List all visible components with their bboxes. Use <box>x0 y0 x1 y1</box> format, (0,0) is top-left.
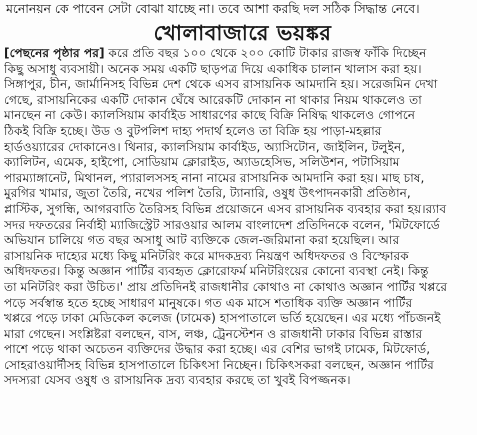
body-line: পড়ে সর্বস্বান্ত হতে হচ্ছে সাধারণ মানুষকে। গত এক মাসে শতাধিক ব্যক্তি অজ্ঞান পার্টির <box>4 295 413 310</box>
body-line: ক্যালিটন, এমেক, হাইপো, সোডিয়াম ক্লোরাইড, অ্যাডহেসিভ, সলিউশন, পটাসিয়াম <box>4 155 400 170</box>
body-line: কিছু অসাধু ব্যবসায়ী। অনেক সময় একটি ছাড়পত্র দিয়ে একাধিক চালান খালাস করা হয়। <box>4 61 422 76</box>
body-line: অধিদফতর। কিন্তু অজ্ঞান পার্টির ব্যবহৃত ক্লোরোফর্ম মনিটরিংয়ের কোনো ব্যবস্থা নেই। কিন্তু <box>4 264 429 279</box>
body-line: গেছে, রাসায়নিকের একটি দোকান ঘেঁষে আরেকটি দোকান না থাকার নিয়ম থাকলেও তা <box>4 92 422 107</box>
body-line: সদর দফতরের নির্বাহী ম্যাজিস্ট্রেট সারওয়ার আলম বাংলাদেশ প্রতিদিনকে বলেন, 'মিটফোর্ডে <box>4 217 440 232</box>
body-line: পাশে পড়ে থাকা অচেতন ব্যক্তিদের উদ্ধার করা হচ্ছে। এর বেশির ভাগই ঢামেক, মিটফোর্ড, <box>4 342 431 357</box>
body-line: তা মনিটরিং করা উচিত।' প্রায় প্রতিদিনই রাজধানীর কোথাও না কোথাও অজ্ঞান পার্টির খপ্পরে <box>4 279 448 294</box>
body-line: সিঙ্গাপুর, চীন, জার্মানিসহ বিভিন্ন দেশ থেকে এসব রাসায়নিক আমদানি হয়। সরেজমিন দেখা <box>4 77 438 92</box>
body-line: খপ্পরে পড়ে ঢাকা মেডিকেল কলেজ (ঢামেক) হাসপাতালে ভর্তি হয়েছেন। এর মধ্যে পাঁচজনই <box>4 311 441 326</box>
body-line: প্লাস্টিক, সুগন্ধি, আগরবাতি তৈরিসহ বিভিন্ন প্রয়োজনে এসব রাসায়নিক ব্যবহার করা হয়।র‍্যাব <box>4 201 447 216</box>
headline: খোলাবাজারে ভয়ঙ্কর <box>153 20 332 45</box>
body-line: সোহরাওয়ার্দীসহ বিভিন্ন হাসপাতালে চিকিৎসা নিচ্ছেন। চিকিৎসকরা বলছেন, অজ্ঞান পার্টির <box>4 357 434 372</box>
body-line: মানছেন না কেউ। ক্যালসিয়াম কার্বাইড সাধারণের কাছে বিক্রি নিষিদ্ধ থাকলেও গোপনে <box>4 108 416 123</box>
body-line: রাসায়নিক দাহ্যের মধ্যে কিছু মনিটরিং করে মাদকদ্রব্য নিয়ন্ত্রণ অধিদফতর ও বিস্ফোরক <box>4 248 409 263</box>
body-line: ঠিকই বিক্রি হচ্ছে। উড ও বুটপলিশ দাহ্য পদার্থ হলেও তা বিক্রি হয় পাড়া-মহল্লার <box>4 123 382 138</box>
body-line: অভিযান চালিয়ে গত বছর অসাধু আট ব্যক্তিকে জেল-জরিমানা করা হয়েছিল। আর <box>4 233 400 248</box>
article-body <box>4 46 474 435</box>
body-line <box>4 46 474 62</box>
previous-article-tail: মনোনয়ন কে পাবেন সেটা বোঝা যাচ্ছে না। তবে আশা করছি দল সঠিক সিদ্ধান্ত নেবে। <box>6 1 420 16</box>
body-line: হার্ডওয়্যারের দোকানেও। থিনার, ক্যালসিয়াম কার্বাইড, অ্যাসিটোন, জাইলিন, টলুইন, <box>4 139 406 154</box>
body-line: সদস্যরা যেসব ওষুধ ও রাসায়নিক দ্রব্য ব্যবহার করছে তা খুবই বিপজ্জনক। <box>4 373 351 388</box>
continuation-reference: [পেছনের পৃষ্ঠার পর] <box>4 46 105 60</box>
body-line: মারা গেছেন। সংশ্লিষ্টরা বলছেন, বাস, লঞ্চ, ট্রেনস্টেশন ও রাজধানী ঢাকার বিভিন্ন রাস্তার <box>4 326 423 341</box>
body-line: মুরগির খামার, জুতা তৈরি, নখের পলিশ তৈরি, ট্যানারি, ওষুধ উৎপাদনকারী প্রতিষ্ঠান, <box>4 186 411 201</box>
body-line: পারম্যাঙ্গানেট, মিথানল, প্যারালসসহ নানা নামের রাসায়নিক আমদানি করা হয়। মাছ চাষ, <box>4 170 425 185</box>
body-line-text: করে প্রতি বছর ১০০ থেকে ২০০ কোটি টাকার রাজস্ব ফাঁকি দিচ্ছেন <box>104 46 427 60</box>
